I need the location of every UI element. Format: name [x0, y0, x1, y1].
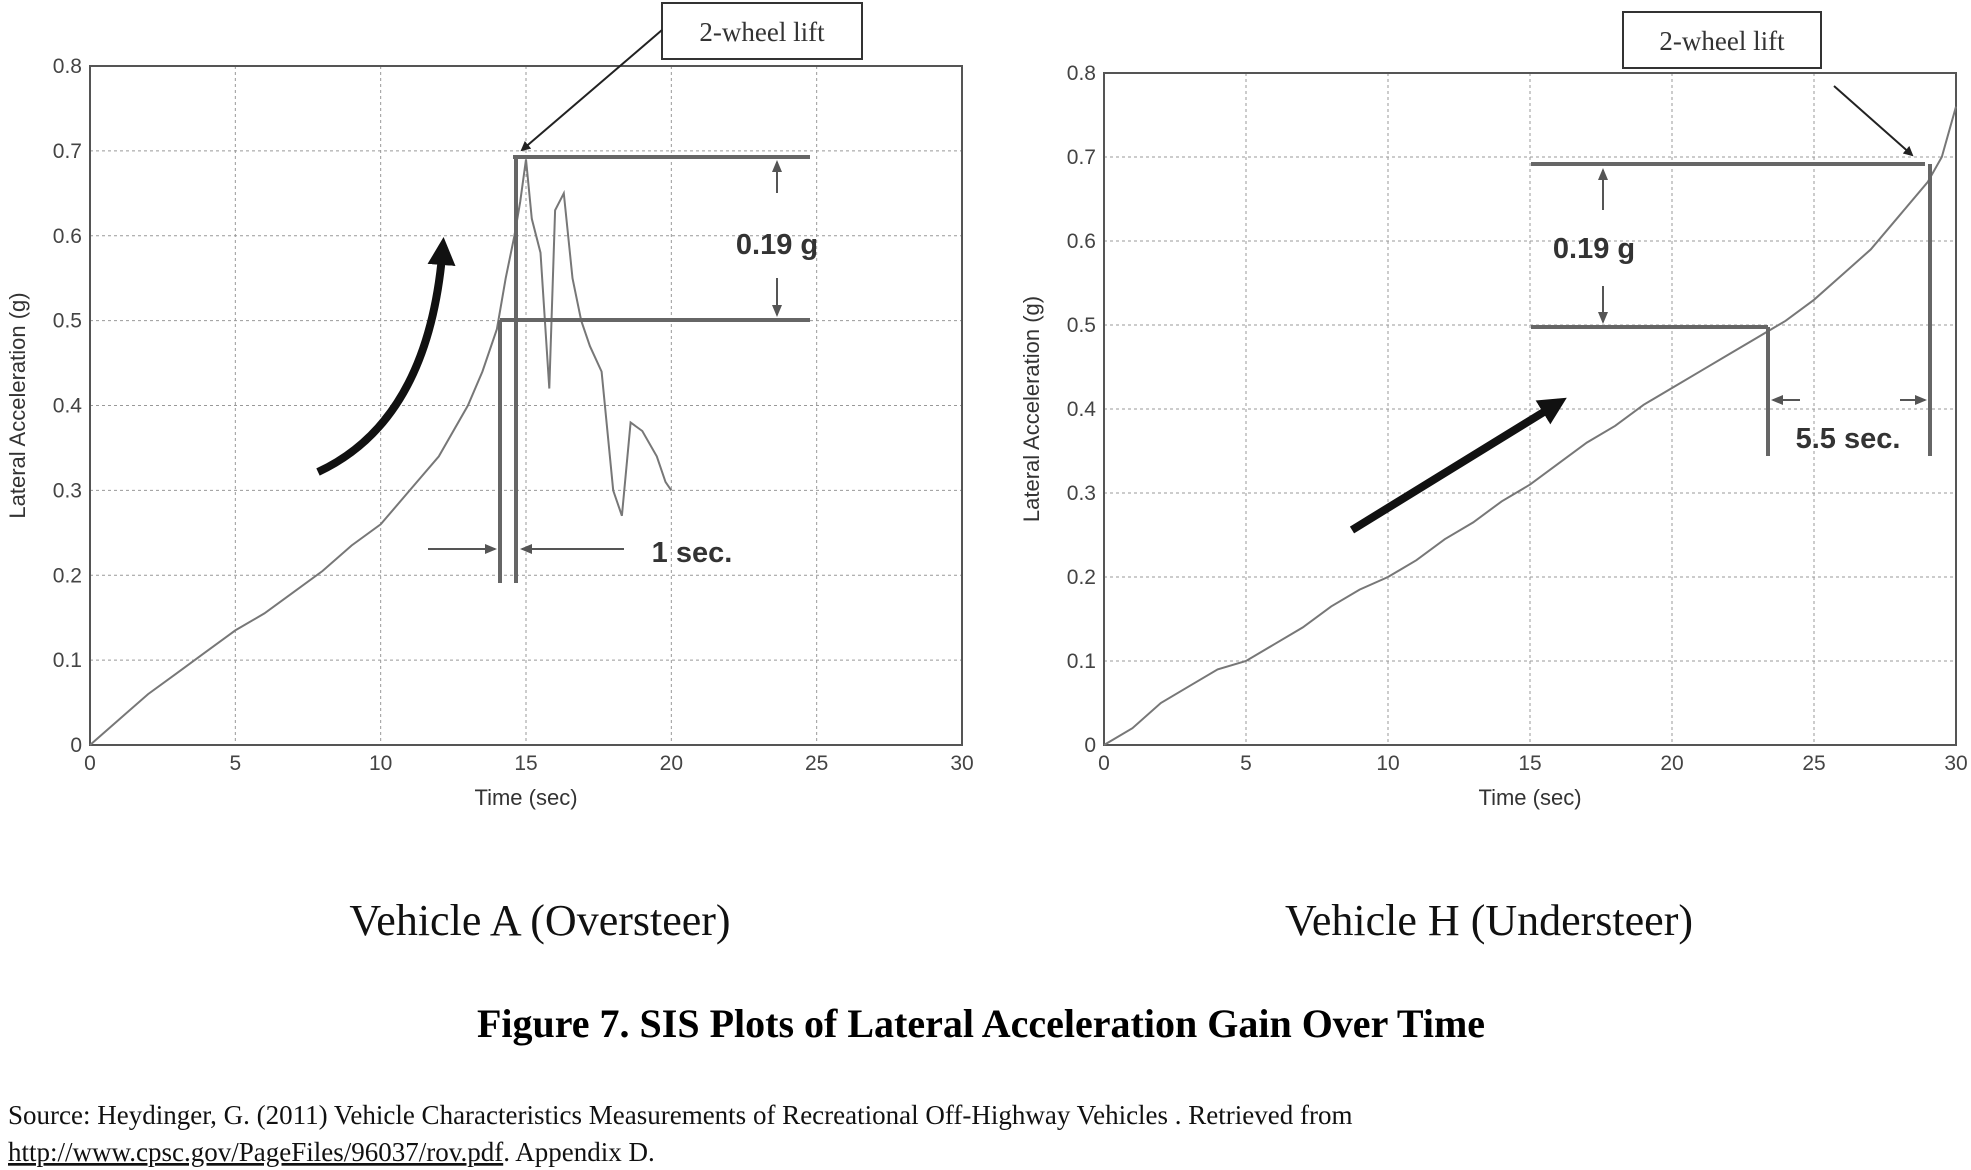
source-line-2 [8, 1137, 655, 1167]
y-tick-label-h-6: 0.6 [1066, 230, 1096, 253]
y-tick-label-a-6: 0.6 [52, 224, 82, 248]
source-appendix: . Appendix D. [503, 1137, 655, 1167]
annotations-h [1352, 12, 1930, 530]
y-tick-label-a-3: 0.3 [52, 479, 82, 503]
x-tick-label-a-0: 0 [84, 752, 96, 775]
x-tick-label-h-0: 0 [1098, 752, 1110, 775]
y-tick-label-h-3: 0.3 [1066, 482, 1096, 505]
x-axis-label-h: Time (sec) [1478, 785, 1582, 810]
ticks-h [1067, 62, 1968, 775]
ticks-a [53, 55, 974, 775]
callout-2-wheel-lift-h: 2-wheel lift [1659, 26, 1785, 56]
y-tick-label-h-0: 0 [1084, 734, 1096, 757]
x-tick-label-h-5: 25 [1802, 752, 1826, 775]
y-axis-label-a: Lateral Acceleration (g) [5, 292, 30, 519]
trend-arrow-h [1352, 402, 1560, 530]
y-axis-label-h: Lateral Acceleration (g) [1019, 295, 1044, 523]
annotations-a [318, 3, 862, 583]
x-tick-label-a-6: 30 [950, 752, 974, 775]
x-tick-label-h-3: 15 [1518, 752, 1542, 775]
annotation-55sec-h: 5.5 sec. [1795, 423, 1901, 455]
callout-2-wheel-lift-a: 2-wheel lift [699, 17, 825, 47]
figure-title: Figure 7. SIS Plots of Lateral Acceleration Gain Over Time [476, 1001, 1486, 1046]
y-tick-label-h-1: 0.1 [1066, 650, 1096, 673]
x-tick-label-h-1: 5 [1240, 752, 1252, 775]
source-link[interactable]: http://www.cpsc.gov/PageFiles/96037/rov.pdf [8, 1137, 504, 1167]
x-tick-label-h-2: 10 [1376, 752, 1400, 775]
trend-arrow-a [318, 245, 443, 472]
x-tick-label-a-2: 10 [368, 752, 393, 775]
x-tick-label-a-1: 5 [229, 752, 242, 775]
y-tick-label-a-1: 0.1 [52, 649, 82, 673]
y-tick-label-h-8: 0.8 [1066, 62, 1096, 85]
y-tick-label-h-2: 0.2 [1066, 566, 1096, 589]
y-tick-label-h-5: 0.5 [1066, 314, 1096, 337]
y-tick-label-a-7: 0.7 [52, 139, 82, 163]
y-tick-label-a-5: 0.5 [52, 309, 82, 333]
chart-vehicle-h [1019, 12, 1968, 810]
y-tick-label-h-4: 0.4 [1066, 398, 1096, 421]
x-tick-label-h-6: 30 [1944, 752, 1968, 775]
y-tick-label-a-4: 0.4 [52, 394, 82, 418]
callout-arrow-a [522, 30, 662, 150]
annotation-019g-a: 0.19 g [735, 229, 819, 261]
x-tick-label-h-4: 20 [1660, 752, 1684, 775]
grid-h [1104, 73, 1956, 745]
y-tick-label-a-8: 0.8 [52, 55, 82, 78]
annotation-1sec-a: 1 sec. [651, 537, 733, 569]
x-tick-label-a-4: 20 [659, 752, 684, 775]
y-tick-label-a-2: 0.2 [52, 564, 82, 588]
y-tick-label-h-7: 0.7 [1066, 146, 1096, 169]
subtitle-vehicle-a: Vehicle A (Oversteer) [349, 896, 731, 945]
callout-arrow-h [1834, 86, 1912, 155]
chart-vehicle-a [5, 3, 974, 810]
x-tick-label-a-5: 25 [804, 752, 829, 775]
subtitle-vehicle-h: Vehicle H (Understeer) [1284, 896, 1694, 945]
x-tick-label-a-3: 15 [514, 752, 538, 775]
x-axis-label-a: Time (sec) [474, 785, 578, 810]
annotation-019g-h: 0.19 g [1552, 233, 1636, 265]
source-line-1: Source: Heydinger, G. (2011) Vehicle Characteristics Measurements of Recreational Off-Highway Vehicles . Retrieved from [8, 1100, 1353, 1130]
y-tick-label-a-0: 0 [70, 734, 82, 757]
